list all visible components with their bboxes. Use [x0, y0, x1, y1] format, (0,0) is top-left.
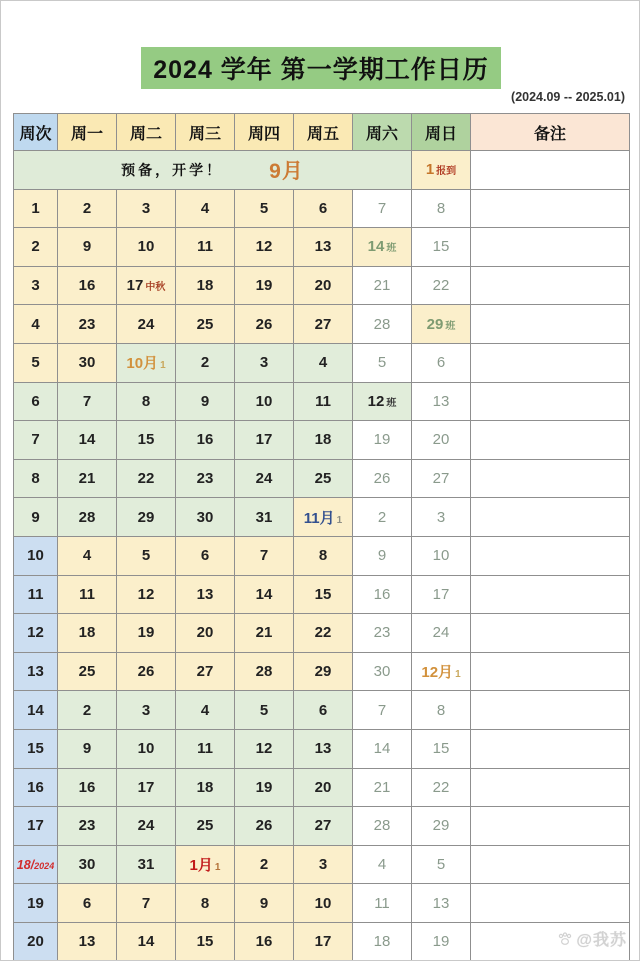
day-cell: 16 [235, 922, 294, 961]
day-cell: 31 [117, 845, 176, 884]
day-cell: 5 [235, 691, 294, 730]
day-cell: 24 [235, 459, 294, 498]
day-cell: 16 [58, 768, 117, 807]
day-cell: 6 [58, 884, 117, 923]
table-row [14, 189, 630, 228]
day-cell: 12 [117, 575, 176, 614]
week-cell: 10 [14, 536, 58, 575]
table-row [14, 536, 630, 575]
calendar-table [13, 113, 630, 961]
week-cell: 11 [14, 575, 58, 614]
day-cell: 21 [353, 768, 412, 807]
column-header-周五: 周五 [294, 114, 353, 151]
day-cell: 17 [412, 575, 471, 614]
day-cell: 18 [294, 421, 353, 460]
day-cell: 17 [117, 768, 176, 807]
remark-cell [471, 459, 630, 498]
day-cell: 17 [235, 421, 294, 460]
day-cell: 15 [176, 922, 235, 961]
day-cell: 10 [294, 884, 353, 923]
day-cell: 14 [353, 729, 412, 768]
week-cell: 9 [14, 498, 58, 537]
column-header-周一: 周一 [58, 114, 117, 151]
day-cell: 14 [58, 421, 117, 460]
watermark [557, 927, 627, 950]
day-cell: 10 [235, 382, 294, 421]
day-cell: 27 [176, 652, 235, 691]
day-cell: 17 [294, 922, 353, 961]
day-cell: 28 [58, 498, 117, 537]
day-cell: 7 [58, 382, 117, 421]
day-cell: 2 [235, 845, 294, 884]
week-cell: 6 [14, 382, 58, 421]
day-cell: 31 [235, 498, 294, 537]
day-cell: 19 [412, 922, 471, 961]
day-cell: 8 [412, 691, 471, 730]
day-cell: 26 [235, 807, 294, 846]
remark-cell [471, 884, 630, 923]
day-cell: 5 [117, 536, 176, 575]
week-cell: 7 [14, 421, 58, 460]
remark-cell [471, 536, 630, 575]
day-cell: 2 [353, 498, 412, 537]
week-cell: 15 [14, 729, 58, 768]
day-cell: 18 [58, 614, 117, 653]
week-cell: 20 [14, 922, 58, 961]
column-header-周二: 周二 [117, 114, 176, 151]
day-cell: 4 [176, 189, 235, 228]
table-row [14, 498, 630, 537]
table-row [14, 691, 630, 730]
day-cell: 2 [176, 343, 235, 382]
day-cell: 10 [117, 729, 176, 768]
watermark-text: @我苏 [576, 932, 627, 949]
day-cell: 24 [412, 614, 471, 653]
day-cell: 28 [353, 305, 412, 344]
month-label: 9月 [269, 159, 304, 183]
day-cell: 6 [176, 536, 235, 575]
day-cell: 6 [294, 691, 353, 730]
day-cell: 12 [235, 729, 294, 768]
column-header-周日: 周日 [412, 114, 471, 151]
day-cell: 21 [235, 614, 294, 653]
week-cell: 17 [14, 807, 58, 846]
day-cell: 9 [235, 884, 294, 923]
remark-cell [471, 768, 630, 807]
column-header-周六: 周六 [353, 114, 412, 151]
day-cell: 13 [176, 575, 235, 614]
day-cell: 8 [412, 189, 471, 228]
week-cell: 4 [14, 305, 58, 344]
day-cell: 15 [117, 421, 176, 460]
day-cell: 19 [117, 614, 176, 653]
day-cell: 25 [58, 652, 117, 691]
day-cell: 6 [294, 189, 353, 228]
remark-cell [471, 266, 630, 305]
day-cell: 20 [294, 768, 353, 807]
day-cell: 29 [294, 652, 353, 691]
week-cell: 16 [14, 768, 58, 807]
day-cell: 4 [294, 343, 353, 382]
calendar-body [14, 151, 630, 961]
week-cell: 3 [14, 266, 58, 305]
day-cell: 14 [117, 922, 176, 961]
day-cell: 8 [176, 884, 235, 923]
day-cell: 15 [412, 729, 471, 768]
remark-cell [471, 691, 630, 730]
week-cell: 12 [14, 614, 58, 653]
day-cell: 25 [176, 807, 235, 846]
page-title: 2024 学年 第一学期工作日历 [141, 47, 501, 89]
day-cell: 22 [117, 459, 176, 498]
day-cell: 21 [58, 459, 117, 498]
day-cell: 11月 1 [294, 498, 353, 537]
table-row [14, 729, 630, 768]
week-cell: 13 [14, 652, 58, 691]
remark-cell [471, 421, 630, 460]
remark-cell [471, 343, 630, 382]
day-cell: 28 [353, 807, 412, 846]
day-cell: 7 [235, 536, 294, 575]
table-row [14, 343, 630, 382]
day-cell: 1 报到 [412, 151, 471, 190]
day-cell: 1月 1 [176, 845, 235, 884]
day-cell: 16 [353, 575, 412, 614]
day-cell: 3 [294, 845, 353, 884]
day-cell: 9 [176, 382, 235, 421]
month-row [14, 151, 630, 190]
day-cell: 24 [117, 305, 176, 344]
day-cell: 15 [294, 575, 353, 614]
day-cell: 4 [176, 691, 235, 730]
table-row [14, 884, 630, 923]
column-header-周次: 周次 [14, 114, 58, 151]
day-cell: 19 [353, 421, 412, 460]
table-row [14, 768, 630, 807]
day-cell: 5 [412, 845, 471, 884]
month-banner-inner [14, 155, 411, 185]
day-cell: 10 [117, 228, 176, 267]
day-cell: 3 [117, 691, 176, 730]
remark-cell [471, 151, 630, 190]
remark-cell [471, 614, 630, 653]
day-cell: 30 [176, 498, 235, 537]
paw-icon [557, 931, 573, 947]
week-cell: 14 [14, 691, 58, 730]
day-cell: 2 [58, 189, 117, 228]
week-cell: 19 [14, 884, 58, 923]
day-cell: 13 [412, 382, 471, 421]
day-cell: 18 [176, 768, 235, 807]
day-cell: 16 [176, 421, 235, 460]
day-cell: 14 班 [353, 228, 412, 267]
day-cell: 23 [58, 305, 117, 344]
day-cell: 7 [353, 691, 412, 730]
day-cell: 26 [117, 652, 176, 691]
day-cell: 27 [294, 807, 353, 846]
table-row [14, 614, 630, 653]
table-row [14, 845, 630, 884]
day-cell: 30 [58, 845, 117, 884]
day-cell: 26 [353, 459, 412, 498]
day-cell: 10月 1 [117, 343, 176, 382]
day-cell: 12 [235, 228, 294, 267]
day-cell: 14 [235, 575, 294, 614]
day-cell: 22 [412, 768, 471, 807]
day-cell: 19 [235, 266, 294, 305]
day-cell: 28 [235, 652, 294, 691]
column-header-周三: 周三 [176, 114, 235, 151]
table-row [14, 652, 630, 691]
day-cell: 7 [353, 189, 412, 228]
day-cell: 3 [412, 498, 471, 537]
remark-cell [471, 305, 630, 344]
day-cell: 22 [412, 266, 471, 305]
day-cell: 15 [412, 228, 471, 267]
day-cell: 29 [117, 498, 176, 537]
day-cell: 29 [412, 807, 471, 846]
week-cell: 2 [14, 228, 58, 267]
day-cell: 23 [353, 614, 412, 653]
day-cell: 26 [235, 305, 294, 344]
column-header-备注: 备注 [471, 114, 630, 151]
month-note: 预备，开学！ [121, 161, 224, 178]
table-row [14, 266, 630, 305]
day-cell: 23 [176, 459, 235, 498]
day-cell: 12 班 [353, 382, 412, 421]
day-cell: 9 [58, 729, 117, 768]
remark-cell [471, 807, 630, 846]
day-cell: 18 [176, 266, 235, 305]
day-cell: 3 [235, 343, 294, 382]
day-cell: 7 [117, 884, 176, 923]
table-row [14, 922, 630, 961]
day-cell: 13 [294, 729, 353, 768]
day-cell: 8 [294, 536, 353, 575]
day-cell: 13 [412, 884, 471, 923]
day-cell: 23 [58, 807, 117, 846]
remark-cell [471, 652, 630, 691]
day-cell: 11 [176, 228, 235, 267]
day-cell: 20 [176, 614, 235, 653]
day-cell: 22 [294, 614, 353, 653]
day-cell: 19 [235, 768, 294, 807]
day-cell: 17 中秋 [117, 266, 176, 305]
column-header-周四: 周四 [235, 114, 294, 151]
day-cell: 24 [117, 807, 176, 846]
day-cell: 3 [117, 189, 176, 228]
remark-cell [471, 729, 630, 768]
day-cell: 11 [294, 382, 353, 421]
remark-cell [471, 498, 630, 537]
table-row [14, 305, 630, 344]
day-cell: 20 [294, 266, 353, 305]
table-row [14, 459, 630, 498]
day-cell: 13 [58, 922, 117, 961]
day-cell: 25 [176, 305, 235, 344]
day-cell: 6 [412, 343, 471, 382]
day-cell: 11 [58, 575, 117, 614]
title-wrap [1, 47, 640, 89]
day-cell: 8 [117, 382, 176, 421]
day-cell: 12月 1 [412, 652, 471, 691]
week-cell: 8 [14, 459, 58, 498]
day-cell: 9 [353, 536, 412, 575]
day-cell: 4 [58, 536, 117, 575]
day-cell: 16 [58, 266, 117, 305]
date-range-subtitle: (2024.09 -- 2025.01) [511, 90, 625, 104]
week-cell: 1 [14, 189, 58, 228]
table-row [14, 421, 630, 460]
remark-cell [471, 382, 630, 421]
day-cell: 27 [412, 459, 471, 498]
calendar-header [14, 114, 630, 151]
day-cell: 18 [353, 922, 412, 961]
month-banner-cell [14, 151, 412, 190]
week-cell: 5 [14, 343, 58, 382]
table-row [14, 228, 630, 267]
day-cell: 11 [353, 884, 412, 923]
day-cell: 11 [176, 729, 235, 768]
day-cell: 5 [353, 343, 412, 382]
day-cell: 20 [412, 421, 471, 460]
remark-cell [471, 189, 630, 228]
table-row [14, 807, 630, 846]
remark-cell [471, 575, 630, 614]
day-cell: 2 [58, 691, 117, 730]
day-cell: 30 [58, 343, 117, 382]
table-row [14, 575, 630, 614]
day-cell: 4 [353, 845, 412, 884]
day-cell: 21 [353, 266, 412, 305]
day-cell: 9 [58, 228, 117, 267]
day-cell: 10 [412, 536, 471, 575]
day-cell: 29 班 [412, 305, 471, 344]
day-cell: 13 [294, 228, 353, 267]
header-row [14, 114, 630, 151]
day-cell: 5 [235, 189, 294, 228]
day-cell: 27 [294, 305, 353, 344]
remark-cell [471, 845, 630, 884]
day-cell: 30 [353, 652, 412, 691]
week-cell: 18/2024 [14, 845, 58, 884]
day-cell: 25 [294, 459, 353, 498]
table-row [14, 382, 630, 421]
remark-cell [471, 228, 630, 267]
